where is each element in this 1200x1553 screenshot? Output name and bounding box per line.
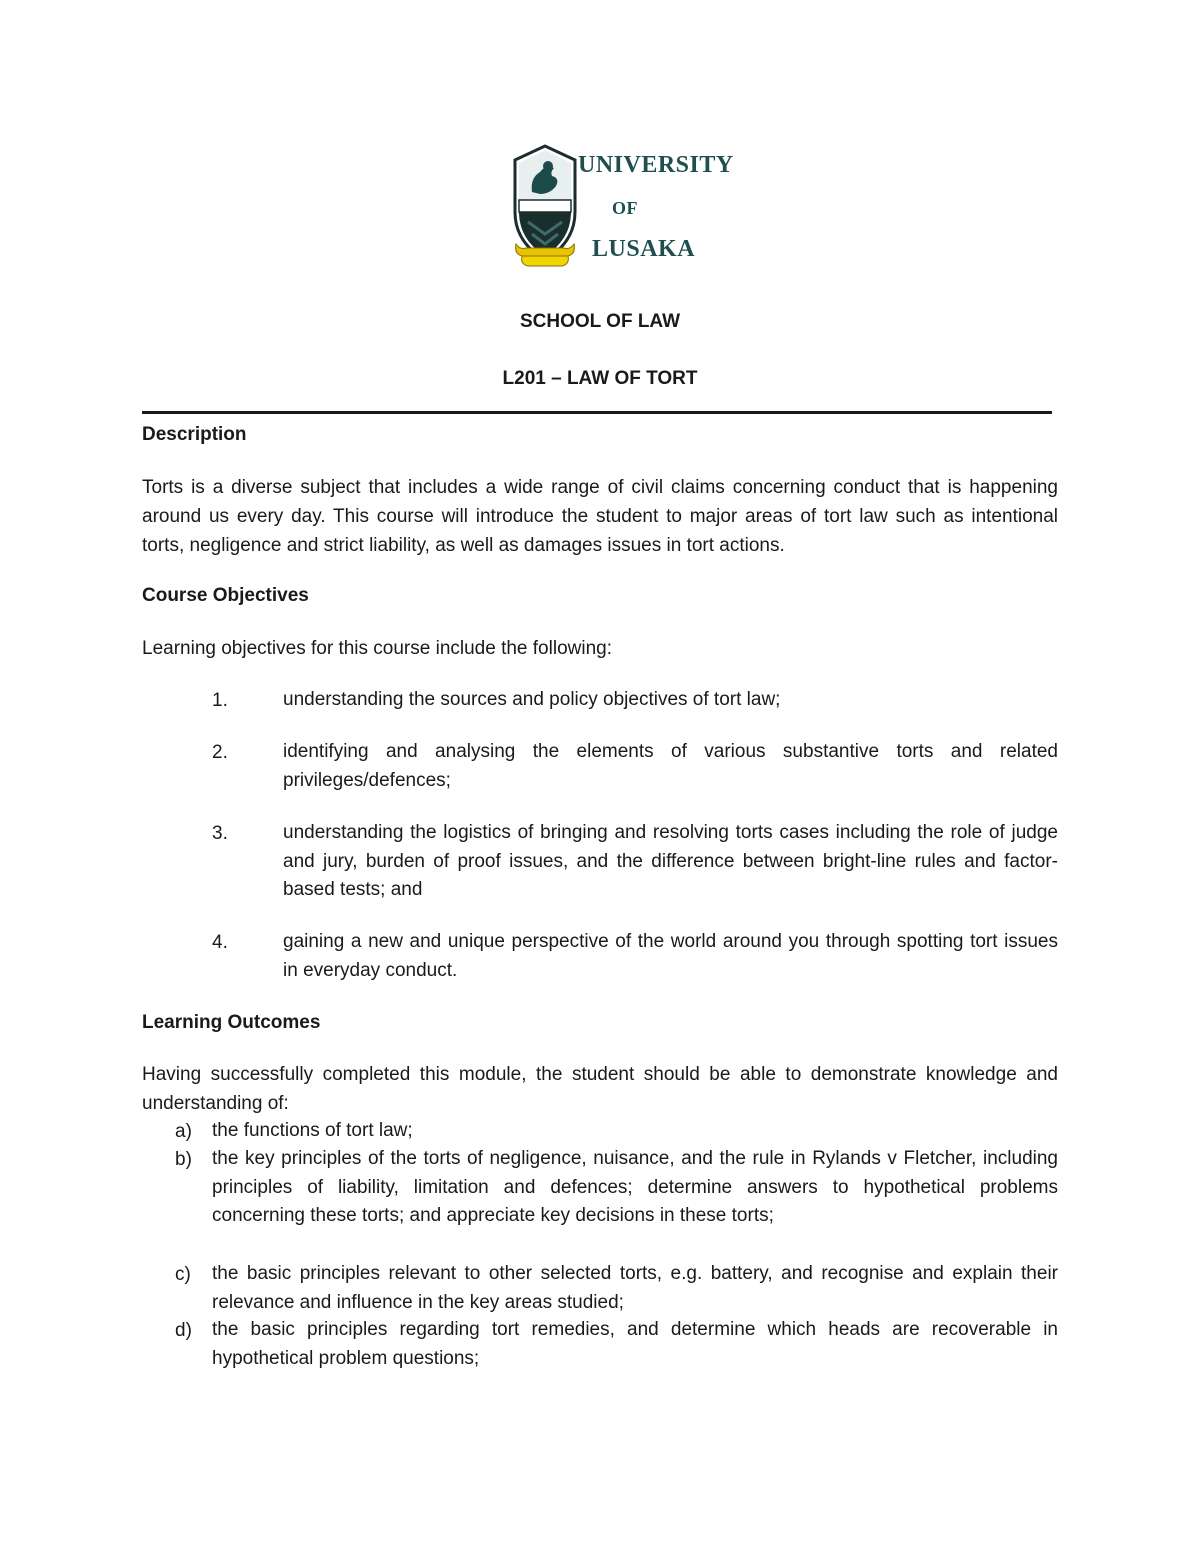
objective-number: 2. xyxy=(212,742,228,763)
outcome-text: the basic principles regarding tort remedies, and determine which heads are recoverable in hypothetical problem questions; xyxy=(212,1319,1058,1369)
outcomes-heading: Learning Outcomes xyxy=(142,1012,321,1033)
objectives-heading: Course Objectives xyxy=(142,585,309,606)
outcome-text: the basic principles relevant to other selected torts, e.g. battery, and recognise and explain their relevance and influence in the key areas studied; xyxy=(212,1263,1058,1313)
outcome-text: the key principles of the torts of negligence, nuisance, and the rule in Rylands v Fletcher, including principles of liability, limitation and defences; determine answers to hypothetical problems concerning these torts; and appreciate key decisions in these torts; xyxy=(212,1148,1058,1226)
course-title: L201 – LAW OF TORT xyxy=(502,368,698,389)
crest-icon xyxy=(510,142,580,272)
title-divider xyxy=(142,411,1052,414)
objective-number: 1. xyxy=(212,690,228,711)
objective-text: identifying and analysing the elements of various substantive torts and related privileges/defences; xyxy=(283,741,1058,791)
logo-line-lusaka: LUSAKA xyxy=(592,236,696,262)
outcome-letter: d) xyxy=(175,1320,192,1341)
objective-text: understanding the sources and policy objectives of tort law; xyxy=(283,689,781,710)
outcome-letter: a) xyxy=(175,1121,192,1142)
description-text: Torts is a diverse subject that includes a wide range of civil claims concerning conduct that is happening around us every day. This course will introduce the student to major areas of tort law such as intentional torts, negligence and strict liability, as well as damages issues in tort actions. xyxy=(142,477,1058,556)
objective-number: 4. xyxy=(212,932,228,953)
outcomes-intro: Having successfully completed this module, the student should be able to demonstrate knowledge and understanding of: xyxy=(142,1064,1058,1114)
objective-number: 3. xyxy=(212,823,228,844)
outcome-letter: b) xyxy=(175,1149,192,1170)
school-title: SCHOOL OF LAW xyxy=(519,311,681,332)
objective-text: understanding the logistics of bringing and resolving torts cases including the role of judge and jury, burden of proof issues, and the difference between bright-line rules and factor-based tests; and xyxy=(283,822,1058,900)
outcome-text: the functions of tort law; xyxy=(212,1120,413,1141)
objectives-intro: Learning objectives for this course include the following: xyxy=(142,638,612,659)
description-heading: Description xyxy=(142,424,247,445)
objective-text: gaining a new and unique perspective of the world around you through spotting tort issues in everyday conduct. xyxy=(283,931,1058,981)
outcome-letter: c) xyxy=(175,1264,191,1285)
logo-line-university: UNIVERSITY xyxy=(578,152,734,178)
logo-line-of: OF xyxy=(612,198,638,218)
